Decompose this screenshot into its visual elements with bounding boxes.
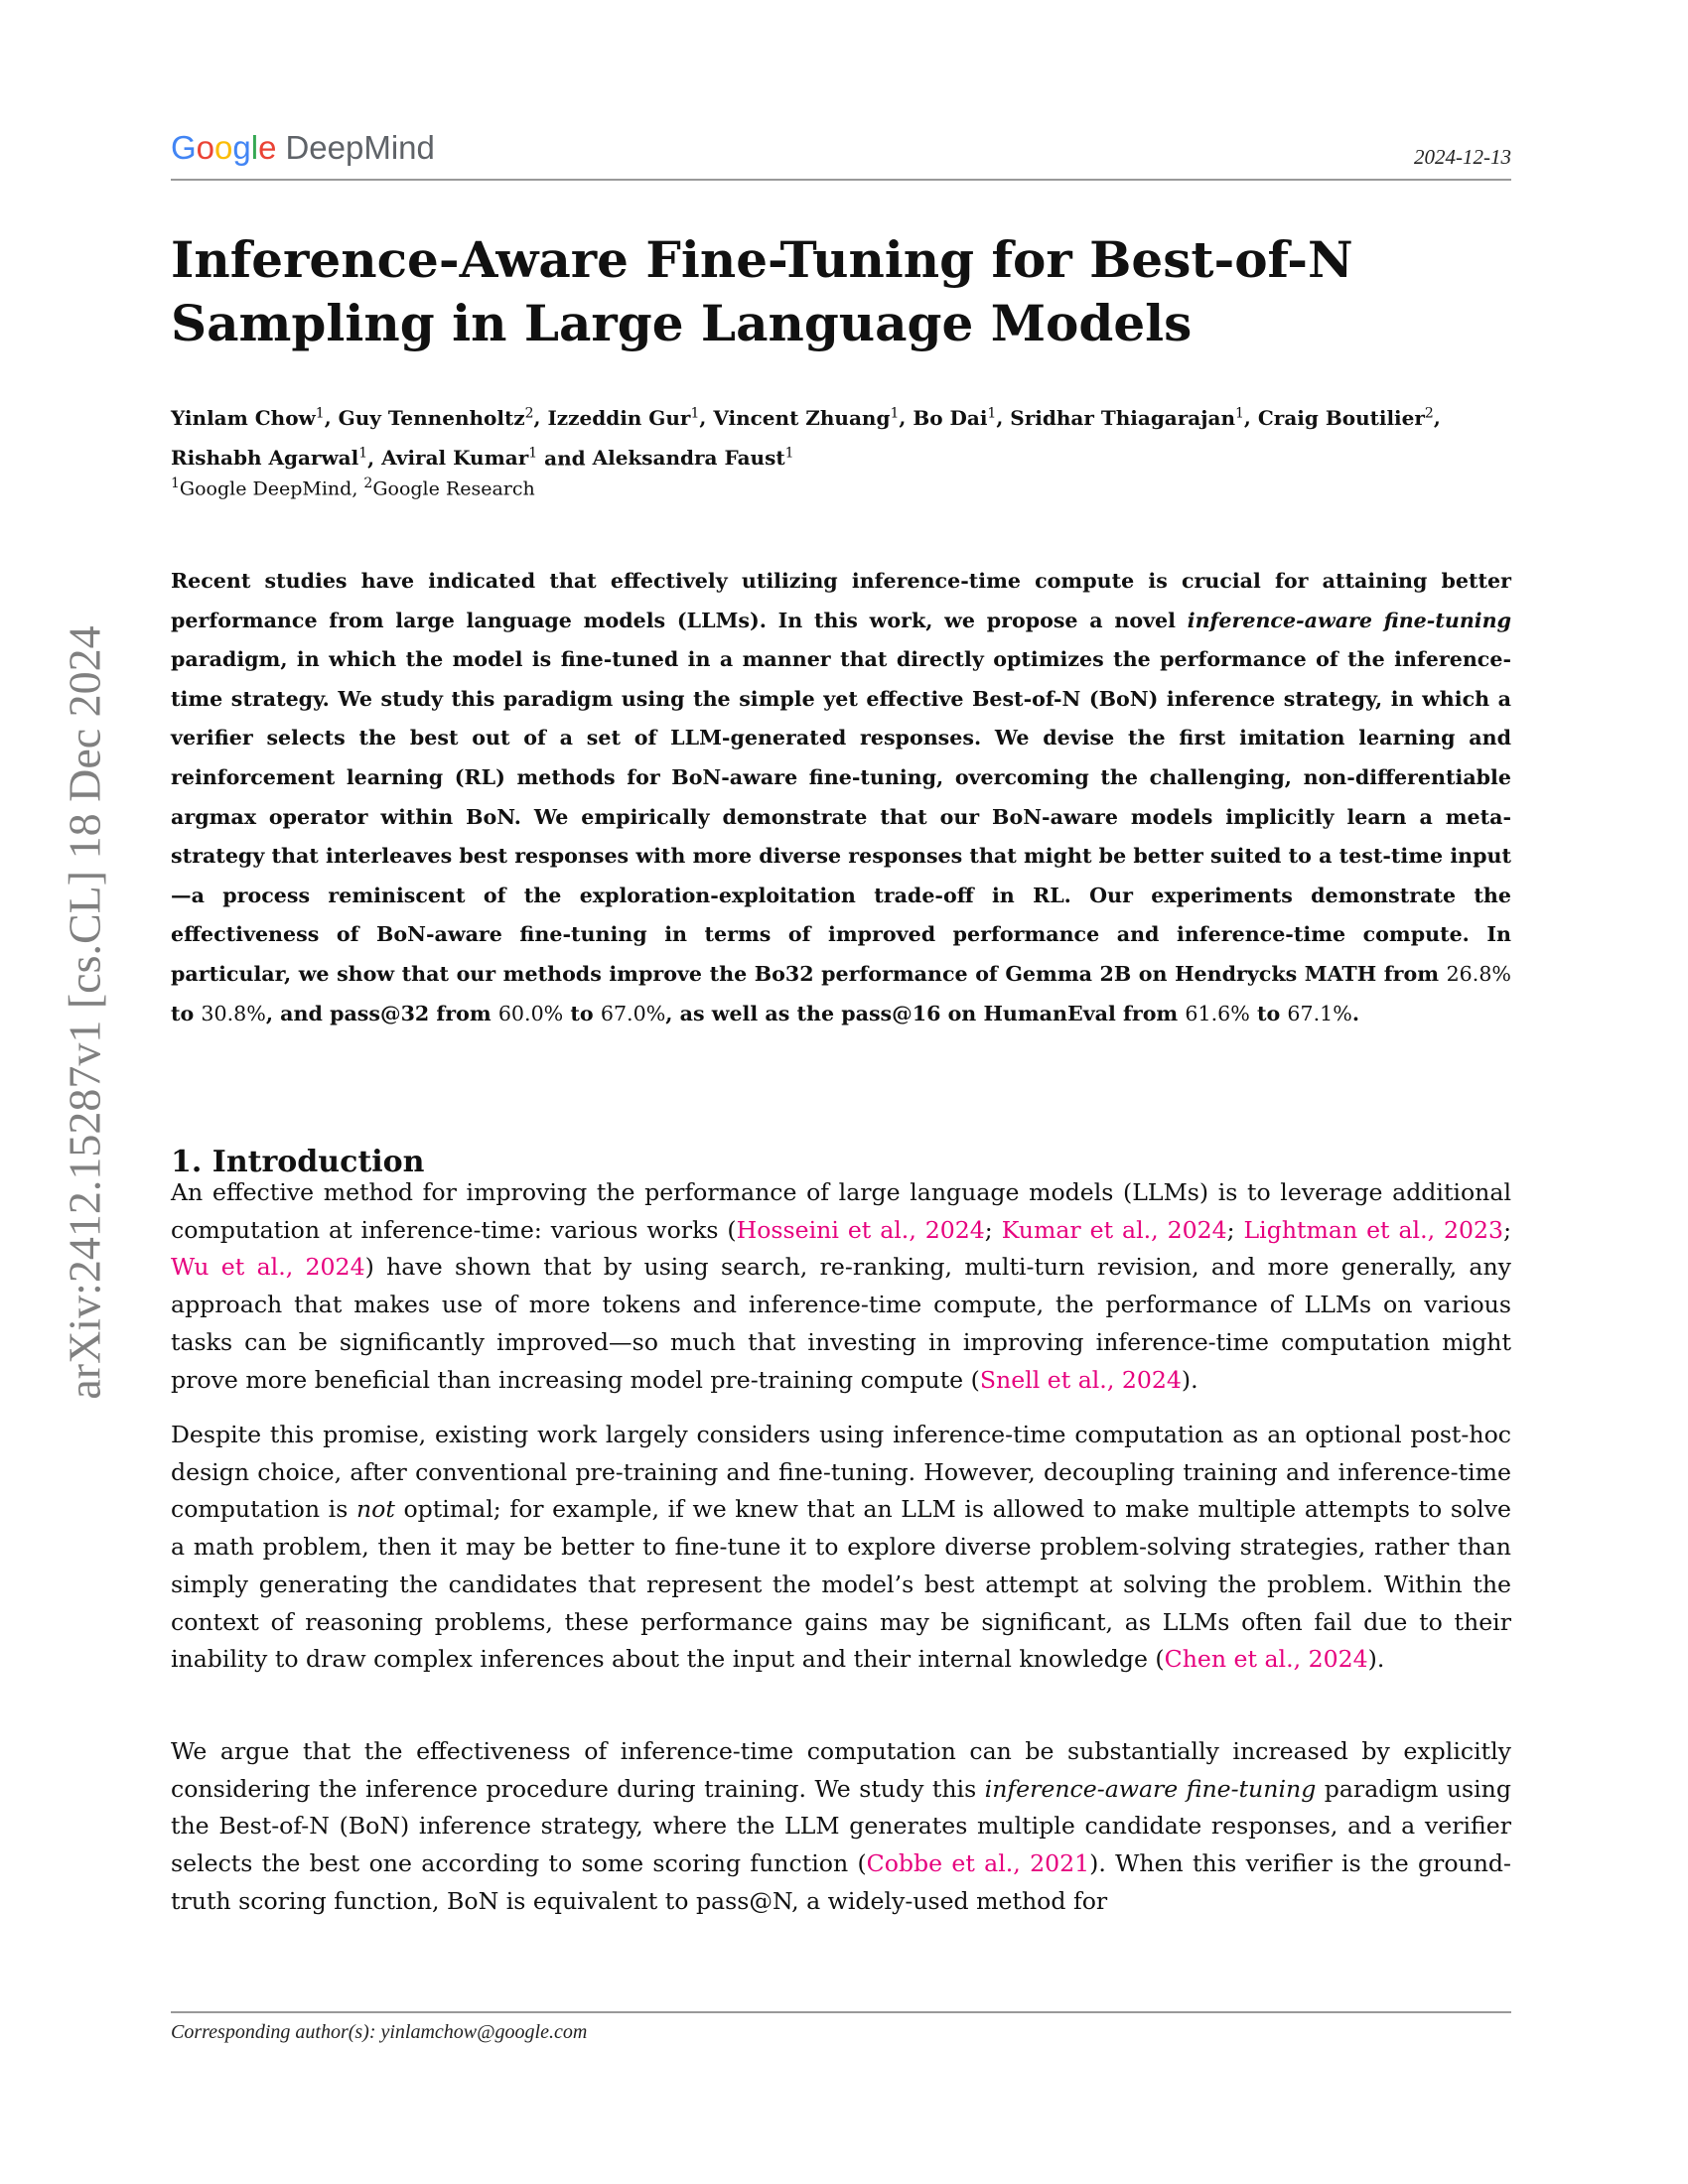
author-list: Yinlam Chow$^1$, Guy Tennenholtz$^2$, Izzeddin Gur$^1$, Vincent Zhuang$^1$, Bo Dai$^1$, Sridhar Thiagarajan$^1$, Craig Boutilier$^2$, Rishabh Agarwal$^1$, Aviral Kumar$^1$ and Aleksandra Faust$^1$ (171, 405, 1441, 471)
author: Craig Boutilier$^2$ (1257, 405, 1434, 430)
citation-link[interactable]: Kumar et al., 2024 (1001, 1215, 1227, 1244)
author: Sridhar Thiagarajan$^1$ (1010, 405, 1244, 430)
affiliations: $^1$Google DeepMind, $^2$Google Research (171, 476, 535, 500)
author: Aviral Kumar$^1$ (381, 445, 538, 471)
page-header (171, 129, 1511, 181)
google-wordmark: Google (171, 129, 277, 166)
citation-link[interactable]: Snell et al., 2024 (979, 1365, 1182, 1394)
paper-title (171, 228, 1511, 355)
citation-link[interactable]: Chen et al., 2024 (1164, 1645, 1368, 1674)
author: Aleksandra Faust$^1$ (592, 445, 794, 471)
arxiv-identifier: arXiv:2412.15287v1 [cs.CL] 18 Dec 2024 (59, 625, 110, 1400)
intro-paragraph-2: Despite this promise, existing work largely considers using inference-time computation as an optional post-hoc design choice, after conventional pre-training and fine-tuning. However, decoupling training and inference-time computation is not optimal; for example, if we knew that an LLM is allowed to make multiple attempts to solve a math problem, then it may be better to fine-tune it to explore diverse problem-solving strategies, rather than simply generating the candidates that represent the model’s best attempt at solving the problem. Within the context of reasoning problems, these performance gains may be significant, as LLMs often fail due to their inability to draw complex inferences about the input and their internal knowledge (Chen et al., 2024). (171, 1421, 1511, 1674)
footnote-divider (171, 2011, 1511, 2013)
corresponding-author-footnote: Corresponding author(s): yinlamchow@google.com (171, 2021, 588, 2043)
author: Izzeddin Gur$^1$ (547, 405, 700, 430)
citation-link[interactable]: Wu et al., 2024 (171, 1253, 365, 1282)
citation-link[interactable]: Lightman et al., 2023 (1243, 1215, 1504, 1244)
publication-date: 2024-12-13 (1414, 145, 1511, 169)
paper-page (171, 0, 1511, 2184)
citation-link[interactable]: Cobbe et al., 2021 (866, 1849, 1090, 1878)
abstract: Recent studies have indicated that effectively utilizing inference-time compute is crucial for attaining better performance from large language models (LLMs). In this work, we propose a novel inference-aware fine-tuning paradigm, in which the model is fine-tuned in a manner that directly optimizes the performance of the inference-time strategy. We study this paradigm using the simple yet effective Best-of-N (BoN) inference strategy, in which a verifier selects the best out of a set of LLM-generated responses. We devise the first imitation learning and reinforcement learning (RL) methods for BoN-aware fine-tuning, overcoming the challenging, non-differentiable argmax operator within BoN. We empirically demonstrate that our BoN-aware models implicitly learn a meta-strategy that interleaves best responses with more diverse responses that might be better suited to a test-time input—a process reminiscent of the exploration-exploitation trade-off in RL. Our experiments demonstrate the effectiveness of BoN-aware fine-tuning in terms of improved performance and inference-time compute. In particular, we show that our methods improve the Bo32 performance of Gemma 2B on Hendrycks MATH from 26.8% to 30.8%, and pass@32 from 60.0% to 67.0%, as well as the pass@16 on HumanEval from 61.6% to 67.1%. (171, 569, 1511, 1025)
deepmind-wordmark: DeepMind (285, 129, 435, 166)
intro-paragraph-1: An effective method for improving the performance of large language models (LLMs) is to leverage additional computation at inference-time: various works (Hosseini et al., 2024; Kumar et al., 2024; Lightman et al., 2023; Wu et al., 2024) have shown that by using search, re-ranking, multi-turn revision, and more generally, any approach that makes use of more tokens and inference-time compute, the performance of LLMs on various tasks can be significantly improved—so much that investing in improving inference-time computation might prove more beneficial than increasing model pre-training compute (Snell et al., 2024). (171, 1178, 1512, 1394)
author: Vincent Zhuang$^1$ (713, 405, 900, 430)
author: Rishabh Agarwal$^1$ (171, 445, 368, 471)
header-divider (171, 179, 1511, 181)
google-deepmind-logo (171, 129, 435, 173)
author: Guy Tennenholtz$^2$ (338, 405, 534, 430)
title-line-1: Inference-Aware Fine-Tuning for Best-of-N (171, 230, 1353, 289)
author: Bo Dai$^1$ (913, 405, 997, 430)
author: Yinlam Chow$^1$ (171, 405, 325, 430)
citation-link[interactable]: Hosseini et al., 2024 (736, 1215, 985, 1244)
section-heading-introduction: 1. Introduction (171, 1144, 425, 1179)
title-line-2: Sampling in Large Language Models (171, 294, 1193, 352)
intro-paragraph-3: We argue that the effectiveness of inference-time computation can be substantially increased by explicitly considering the inference procedure during training. We study this inference-aware fine-tuning paradigm using the Best-of-N (BoN) inference strategy, where the LLM generates multiple candidate responses, and a verifier selects the best one according to some scoring function (Cobbe et al., 2021). When this verifier is the ground-truth scoring function, BoN is equivalent to pass@N, a widely-used method for (171, 1737, 1512, 1915)
